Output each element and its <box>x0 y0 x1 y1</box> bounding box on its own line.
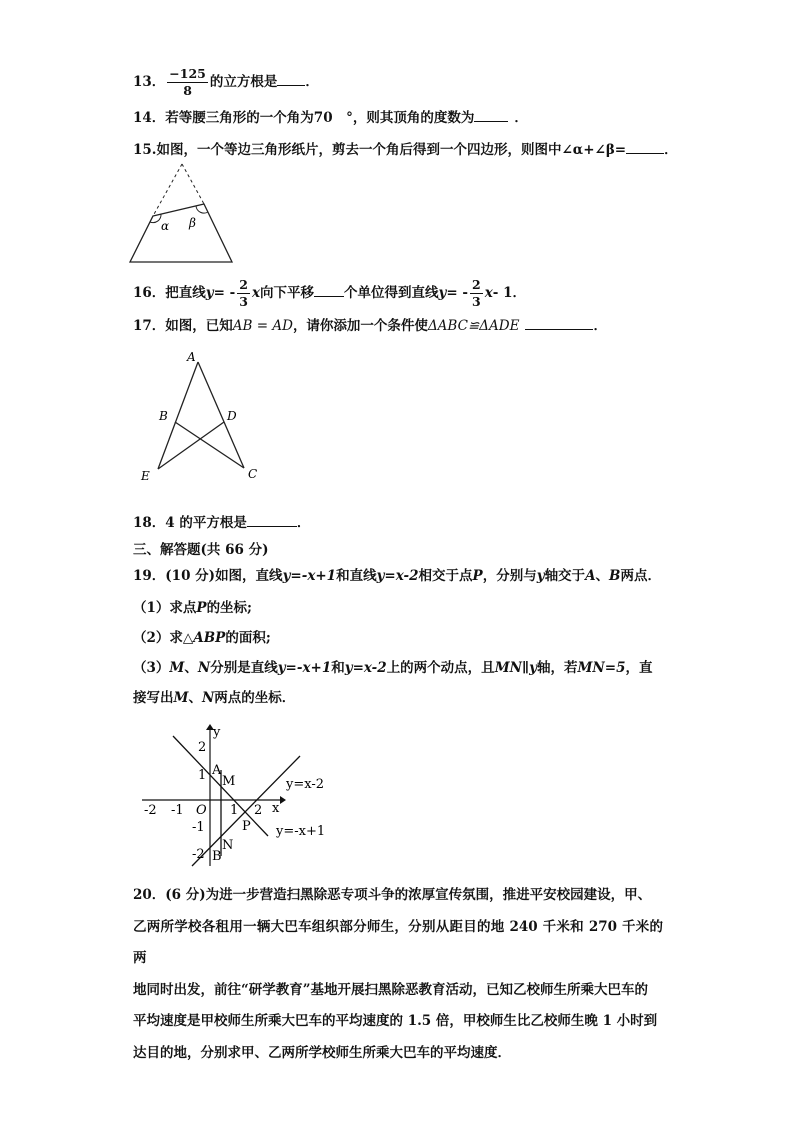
point-p-label: P <box>242 819 251 834</box>
question-20-line: 地同时出发，前往“研学教育”基地开展扫黑除恶教育活动，已知乙校师生所乘大巴车的 <box>133 981 649 998</box>
question-20 <box>133 880 663 1069</box>
question-number: 15. <box>133 142 157 158</box>
fraction: $\frac{-125}{8}$ <box>169 66 206 98</box>
question-19-part-2: （2）求△ABP的面积; <box>133 630 271 646</box>
question-number: 20． <box>133 887 166 903</box>
alpha-label: α <box>161 219 170 233</box>
question-19: 19．(10 分)如图，直线y=-x+1和直线y=x-2相交于点P，分别与y轴交于A、B两点． <box>133 568 661 584</box>
question-13: 13． $\frac{-125}{8}$ 的立方根是 ． <box>133 66 319 98</box>
triangle-figure-abcde <box>135 345 265 485</box>
question-text: 如图，一个等边三角形纸片，剪去一个角后得到一个四边形，则图中∠α+∠β= <box>156 142 627 158</box>
question-17: 17．如图，已知AB = AD，请你添加一个条件使ΔABC≌ΔADE ． <box>133 315 607 336</box>
tick-y-2: 2 <box>198 740 207 755</box>
score: (10 分) <box>165 568 216 584</box>
quadrilateral <box>130 204 232 262</box>
point-a-label: A <box>212 763 222 778</box>
label-e: E <box>141 469 150 483</box>
fraction: $\frac{2}{3}$ <box>239 277 248 309</box>
question-14: 14．若等腰三角形的一个角为70 °，则其顶角的度数为 ． <box>133 107 528 128</box>
question-number: 16． <box>133 285 166 301</box>
tick-x-neg1: -1 <box>171 803 184 818</box>
question-18: 18．4 的平方根是 ． <box>133 512 310 533</box>
answer-blank <box>277 71 305 86</box>
question-16: 16．把直线y= - $\frac{2}{3}$ x向下平移 个单位得到直线y= - $\frac{2}{3}$ x- 1． <box>133 277 526 309</box>
x-axis-arrow <box>280 796 286 804</box>
answer-blank <box>474 107 508 122</box>
y-axis-label: y <box>213 725 221 740</box>
tick-x-neg2: -2 <box>144 803 157 818</box>
fraction: $\frac{2}{3}$ <box>472 277 481 309</box>
point-m-label: M <box>222 774 236 789</box>
label-c: C <box>248 467 258 481</box>
score: (6 分) <box>165 887 206 903</box>
question-19-part-3: （3）M、N分别是直线y=-x+1和y=x-2上的两个动点，且MN∥y轴，若MN=5，直 <box>133 660 653 676</box>
line2-label: y=-x+1 <box>276 824 326 839</box>
question-number: 19． <box>133 568 166 584</box>
label-a: A <box>187 350 196 364</box>
question-text: 若等腰三角形的一个角为70 °，则其顶角的度数为 <box>165 110 475 126</box>
tick-y-1: 1 <box>198 768 207 783</box>
question-text: 4 的平方根是 <box>165 515 247 531</box>
question-number: 13． <box>133 74 166 90</box>
label-b: B <box>159 409 168 423</box>
triangle-figure <box>128 162 238 266</box>
origin-label: O <box>196 803 207 818</box>
answer-blank <box>525 315 593 330</box>
question-20-line: 乙两所学校各租用一辆大巴车组织部分师生，分别从距目的地 240 千米和 270 千米的两 <box>133 918 663 966</box>
segment-de <box>158 422 224 469</box>
question-15: 15.如图，一个等边三角形纸片，剪去一个角后得到一个四边形，则图中∠α+∠β= ． <box>133 139 678 160</box>
answer-blank <box>314 282 344 297</box>
question-19-part-1: （1）求点P的坐标; <box>133 600 253 616</box>
point-n-label: N <box>222 838 234 853</box>
line1-label: y=x-2 <box>286 777 325 792</box>
beta-label: β <box>189 216 196 230</box>
answer-blank <box>247 512 297 527</box>
label-d: D <box>227 409 237 423</box>
point-b-label: B <box>212 849 222 864</box>
dashed-edge <box>153 164 182 216</box>
question-19-part-3-cont: 接写出M、N两点的坐标． <box>133 690 296 706</box>
question-number: 17． <box>133 318 166 334</box>
tick-x-1: 1 <box>230 803 239 818</box>
answer-blank <box>626 139 664 154</box>
question-text: 的立方根是 <box>209 74 278 90</box>
tick-y-neg1: -1 <box>192 820 205 835</box>
question-20-line: 达目的地，分别求甲、乙两所学校师生所乘大巴车的平均速度． <box>133 1044 511 1061</box>
coordinate-graph <box>130 718 350 878</box>
tick-x-2: 2 <box>254 803 263 818</box>
dashed-edge <box>182 164 204 204</box>
question-20-line: 20．(6 分)为进一步营造扫黑除恶专项斗争的浓厚宣传氛围，推进平安校园建设，甲、 <box>133 887 652 903</box>
x-axis-label: x <box>272 801 280 816</box>
question-20-line: 平均速度是甲校师生所乘大巴车的平均速度的 1.5 倍，甲校师生比乙校师生晚 1 小时到 <box>133 1013 658 1029</box>
question-number: 18． <box>133 515 166 531</box>
tick-y-neg2: -2 <box>192 847 205 862</box>
section-title: 三、解答题(共 66 分) <box>133 542 269 558</box>
question-number: 14． <box>133 110 166 126</box>
